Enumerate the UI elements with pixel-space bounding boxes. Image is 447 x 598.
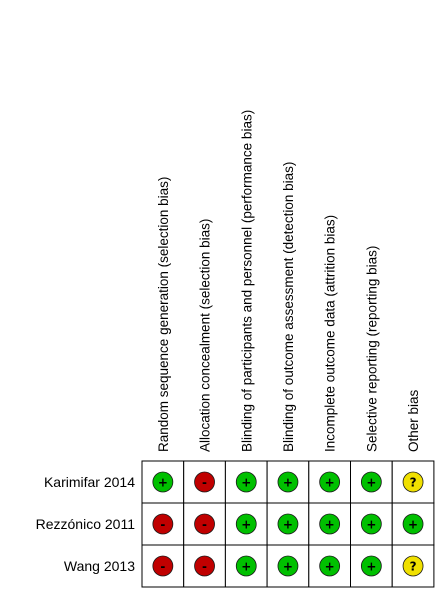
domain-label-other-bias: Other bias [406, 389, 422, 452]
judgement-symbol: ? [409, 559, 417, 574]
domain-label-incomplete-outcome-data-attrition-bias: Incomplete outcome data (attrition bias) [322, 214, 338, 452]
judgement-symbol: + [241, 517, 252, 532]
judgement-symbol: + [282, 475, 293, 490]
study-label: Rezzónico 2011 [35, 516, 135, 532]
judgement-symbol: + [282, 559, 293, 574]
study-label: Wang 2013 [63, 558, 135, 574]
judgement-symbol: + [324, 475, 335, 490]
judgement-symbol: - [160, 517, 166, 532]
study-labels [36, 474, 136, 574]
domain-labels [156, 110, 421, 452]
judgement-symbol: ? [409, 475, 417, 490]
domain-label-selective-reporting-reporting-bias: Selective reporting (reporting bias) [364, 245, 380, 452]
judgement-symbol: + [366, 517, 377, 532]
judgement-symbol: + [282, 517, 293, 532]
judgement-symbol: + [366, 559, 377, 574]
judgement-symbol: - [160, 559, 166, 574]
judgement-symbol: + [324, 559, 335, 574]
judgement-symbol: - [202, 517, 208, 532]
judgement-symbol: - [202, 559, 208, 574]
judgement-symbol: - [202, 475, 208, 490]
judgement-symbol: + [408, 517, 419, 532]
judgement-symbol: + [241, 559, 252, 574]
domain-label-blinding-of-outcome-assessment-detection-bias: Blinding of outcome assessment (detection bias) [280, 161, 296, 452]
study-label: Karimifar 2014 [43, 474, 135, 490]
judgement-grid [142, 461, 434, 587]
judgement-symbol: + [241, 475, 252, 490]
judgement-symbol: + [157, 475, 168, 490]
judgement-symbol: + [366, 475, 377, 490]
domain-label-blinding-of-participants-and-personnel-performance-bias: Blinding of participants and personnel (performance bias) [239, 109, 255, 452]
judgement-symbol: + [324, 517, 335, 532]
domain-label-allocation-concealment-selection-bias: Allocation concealment (selection bias) [197, 218, 213, 452]
domain-label-random-sequence-generation-selection-bias: Random sequence generation (selection bias) [155, 176, 171, 452]
